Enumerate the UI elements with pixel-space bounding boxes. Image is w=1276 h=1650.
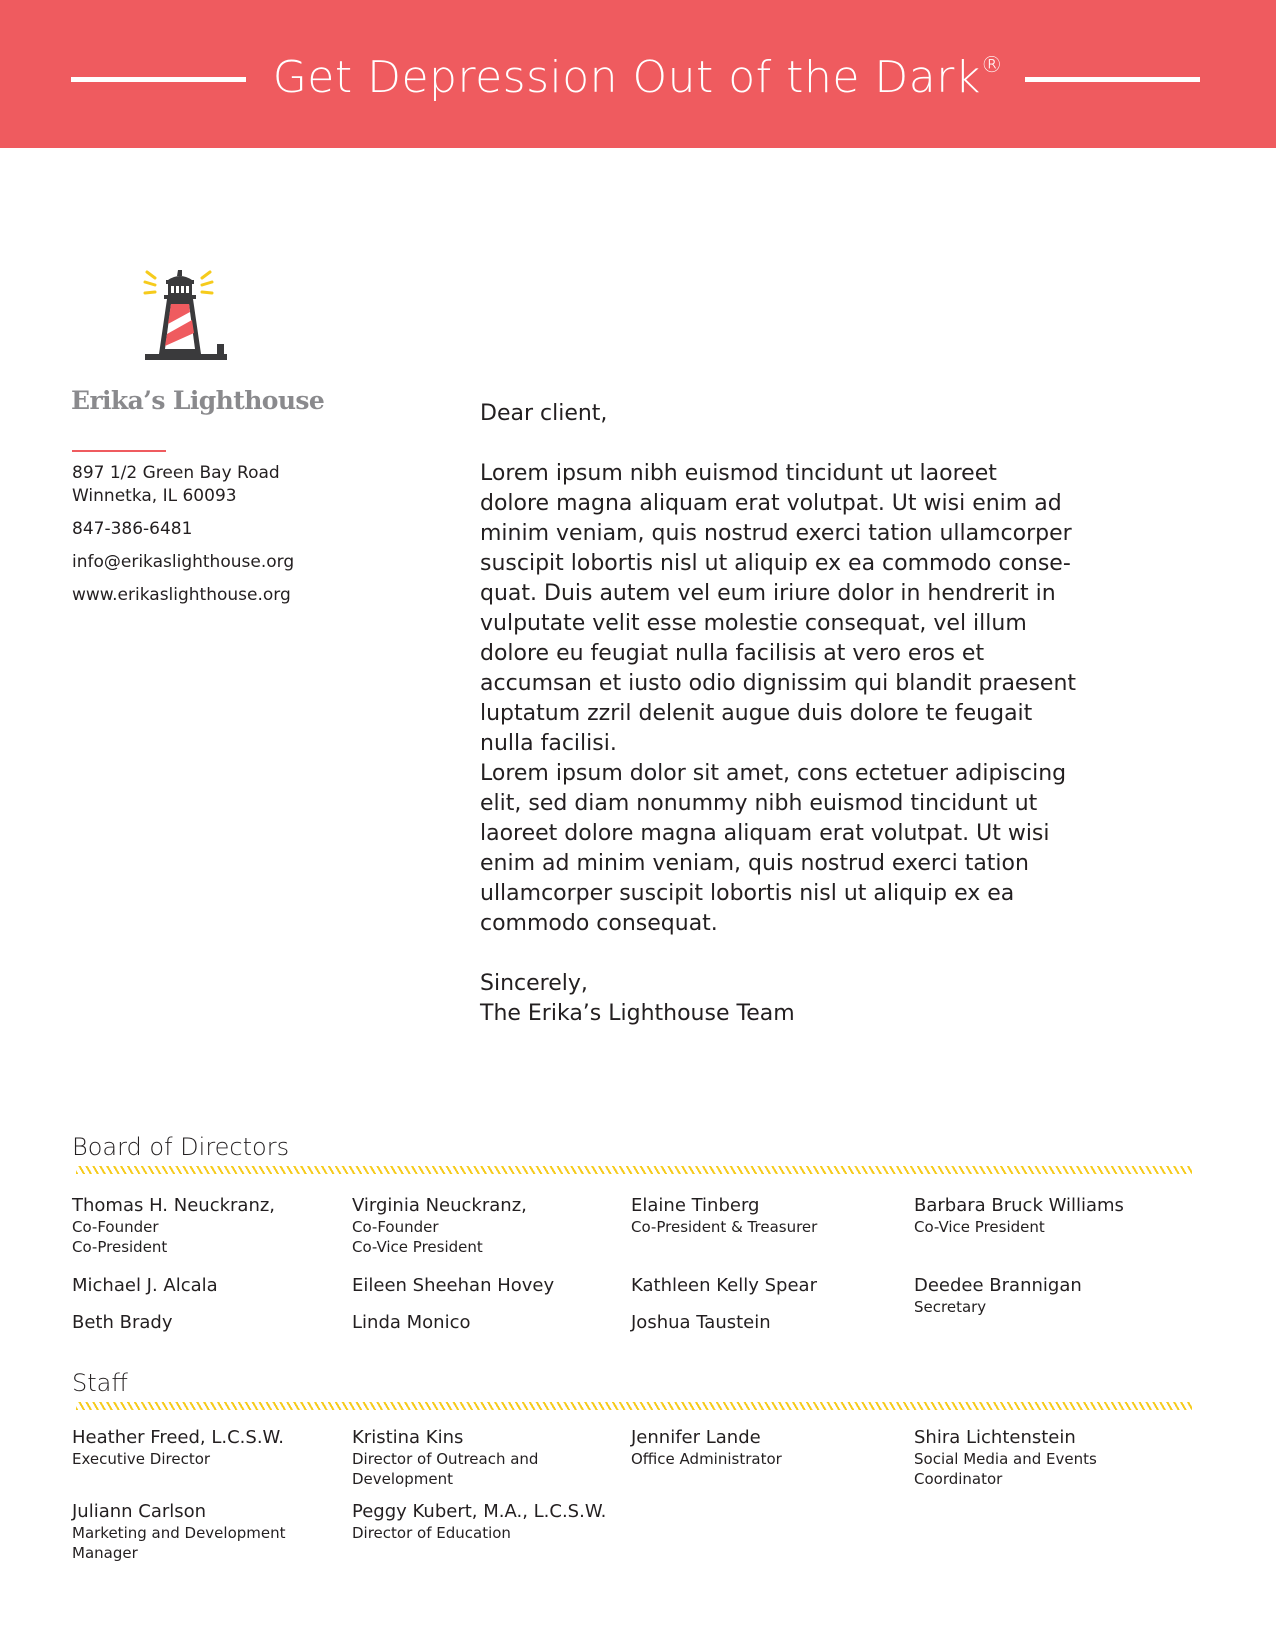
board-member [631, 1275, 817, 1297]
member-role: Office Administrator [631, 1450, 782, 1468]
member-role: Manager [72, 1544, 138, 1562]
text-line: nulla facilisi. [480, 731, 617, 756]
divider [72, 450, 166, 452]
member-name: Peggy Kubert, M.A., L.C.S.W. [352, 1501, 607, 1522]
member-name: Michael J. Alcala [72, 1275, 218, 1296]
member-name: Deedee Brannigan [914, 1275, 1082, 1296]
address-line-1: 897 1/2 Green Bay Road [72, 463, 280, 483]
closing: Sincerely, [480, 971, 588, 996]
member-role: Coordinator [914, 1470, 1003, 1488]
text-line: minim veniam, quis nostrud exerci tation ullamcorper [480, 521, 1072, 546]
member-name: Kathleen Kelly Spear [631, 1275, 817, 1296]
member-name: Shira Lichtenstein [914, 1427, 1076, 1448]
text-line: commodo consequat. [480, 911, 718, 936]
board-title: Board of Directors [72, 1133, 290, 1161]
member-name: Eileen Sheehan Hovey [352, 1275, 555, 1296]
member-name: Virginia Neuckranz, [352, 1195, 527, 1216]
banner-rule-right [1025, 77, 1200, 82]
text-line: vulputate velit esse molestie consequat, vel illum [480, 611, 1027, 636]
member-name: Joshua Taustein [631, 1312, 771, 1333]
section-divider [76, 1402, 1192, 1410]
member-role: Director of Outreach and [352, 1450, 539, 1468]
staff-member [352, 1427, 538, 1489]
text-line: quat. Duis autem vel eum iriure dolor in hendrerit in [480, 581, 1056, 606]
member-role: Co-President & Treasurer [631, 1218, 818, 1236]
member-role: Social Media and Events [914, 1450, 1097, 1468]
address-line-2: Winnetka, IL 60093 [72, 486, 237, 506]
member-name: Jennifer Lande [631, 1427, 761, 1448]
text-line: Lorem ipsum dolor sit amet, cons ectetuer adipiscing [480, 761, 1067, 786]
phone: 847-386-6481 [72, 519, 193, 539]
text-line: suscipit lobortis nisl ut aliquip ex ea commodo conse- [480, 551, 1071, 576]
member-name: Elaine Tinberg [631, 1195, 760, 1216]
text-line: Lorem ipsum nibh euismod tincidunt ut laoreet [480, 461, 997, 486]
email-link[interactable]: info@erikaslighthouse.org [72, 552, 295, 572]
staff-member [72, 1501, 286, 1563]
text-line: dolore eu feugiat nulla facilisis at vero eros et [480, 641, 985, 666]
member-name: Thomas H. Neuckranz, [72, 1195, 276, 1216]
member-role: Co-Vice President [914, 1218, 1045, 1236]
board-member [72, 1275, 218, 1297]
text-line: enim ad minim veniam, quis nostrud exerci tation [480, 851, 1029, 876]
member-name: Linda Monico [352, 1312, 471, 1333]
member-role: Co-Vice President [352, 1238, 483, 1256]
text-line: accumsan et iusto odio dignissim qui blandit praesent [480, 671, 1077, 696]
member-role: Co-President [72, 1238, 168, 1256]
board-member [352, 1275, 554, 1297]
registered-mark: ® [980, 53, 1004, 78]
website-link[interactable]: www.erikaslighthouse.org [72, 585, 291, 605]
text-line: luptatum zzril delenit augue duis dolore te feugait [480, 701, 1033, 726]
header-banner [0, 0, 1276, 148]
member-name: Barbara Bruck Williams [914, 1195, 1124, 1216]
member-role: Director of Education [352, 1524, 511, 1542]
board-member [72, 1312, 172, 1334]
member-role: Development [352, 1470, 453, 1488]
staff-member [72, 1427, 284, 1469]
banner-title: Get Depression Out of the Dark® [272, 52, 1004, 103]
text-line: dolore magna aliquam erat volutpat. Ut wisi enim ad [480, 491, 1062, 516]
lighthouse-icon [140, 270, 240, 380]
member-role: Marketing and Development [72, 1524, 286, 1542]
address [72, 462, 280, 508]
staff-member [914, 1427, 1097, 1489]
member-role: Co-Founder [72, 1218, 159, 1236]
board-member [72, 1195, 275, 1257]
member-name: Kristina Kins [352, 1427, 464, 1448]
paragraph-1 [480, 459, 1140, 759]
staff-member [352, 1501, 606, 1543]
letter-body [480, 399, 1140, 1029]
board-member [631, 1195, 817, 1237]
staff-title: Staff [72, 1369, 128, 1397]
board-member [352, 1312, 470, 1334]
greeting: Dear client, [480, 401, 608, 426]
board-member [631, 1312, 771, 1334]
member-role: Co-Founder [352, 1218, 439, 1236]
text-line: elit, sed diam nonummy nibh euismod tincidunt ut [480, 791, 1038, 816]
member-name: Juliann Carlson [72, 1501, 207, 1522]
member-name: Heather Freed, L.C.S.W. [72, 1427, 285, 1448]
text-line: laoreet dolore magna aliquam erat volutpat. Ut wisi [480, 821, 1050, 846]
member-name: Beth Brady [72, 1312, 173, 1333]
staff-member [631, 1427, 782, 1469]
board-member [914, 1195, 1124, 1237]
member-role: Secretary [914, 1298, 987, 1316]
board-member [914, 1275, 1082, 1317]
paragraph-2 [480, 759, 1140, 939]
organization-name: Erika’s Lighthouse [71, 386, 325, 415]
signature: The Erika’s Lighthouse Team [480, 1001, 795, 1026]
board-member [352, 1195, 527, 1257]
text-line: ullamcorper suscipit lobortis nisl ut aliquip ex ea [480, 881, 1015, 906]
section-divider [76, 1166, 1192, 1174]
member-role: Executive Director [72, 1450, 211, 1468]
